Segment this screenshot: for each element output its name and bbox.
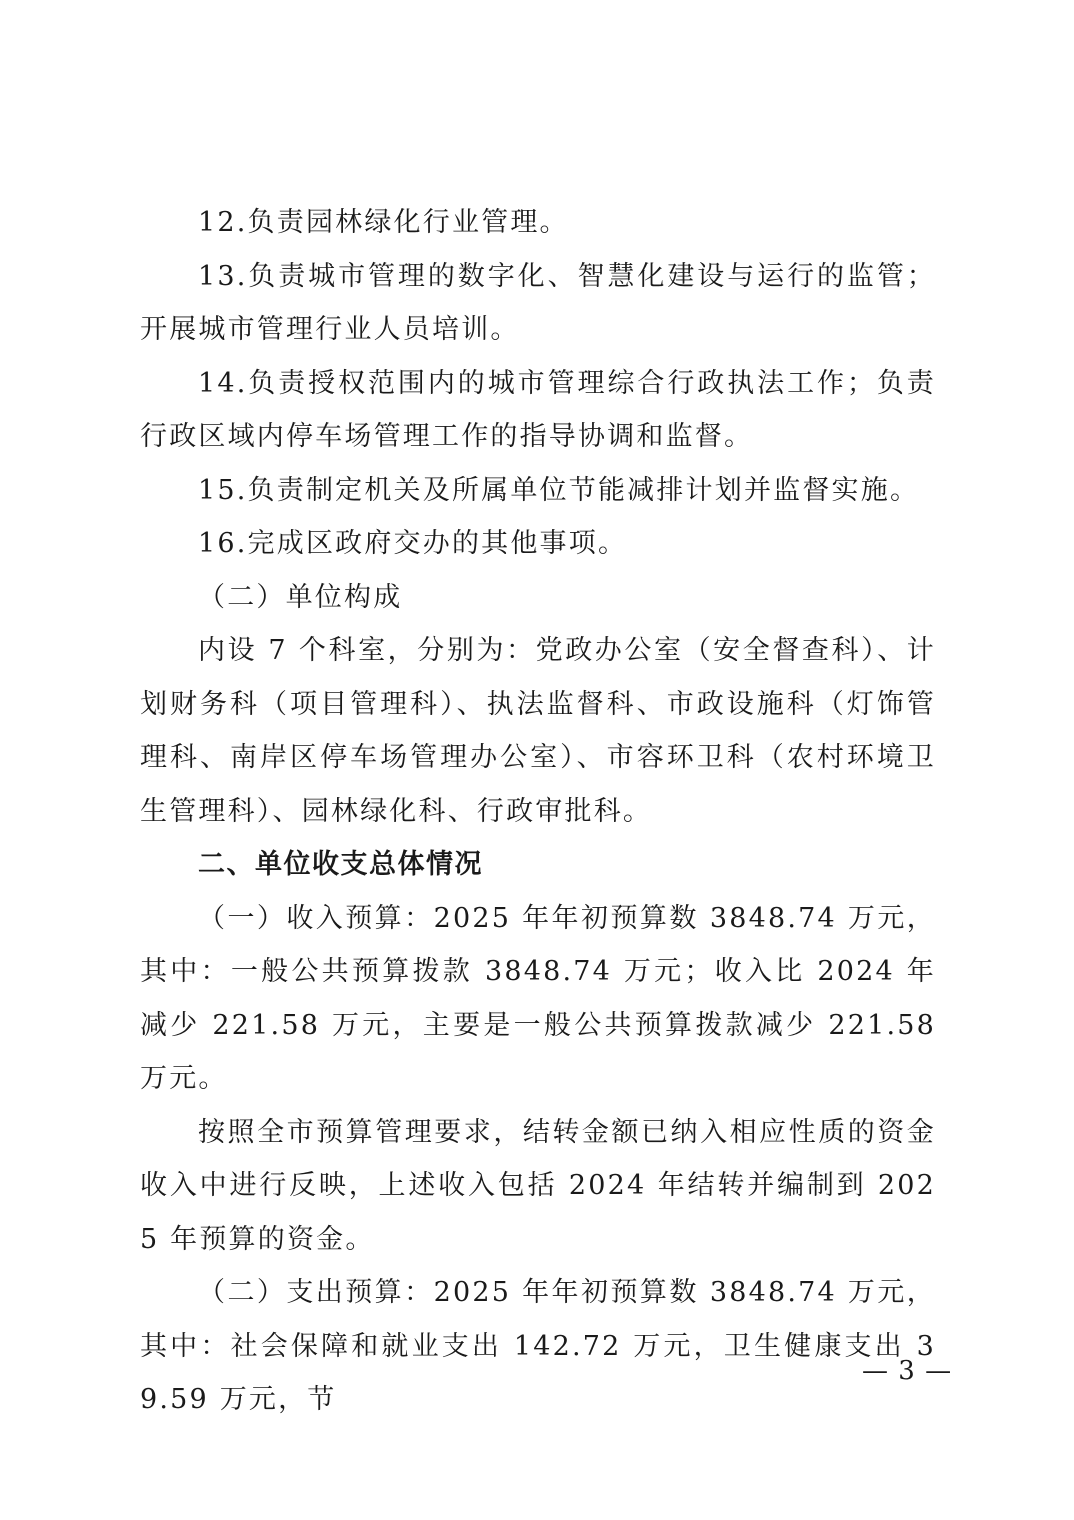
page-number: — 3 — [862,1356,953,1386]
paragraph-item-12: 12.负责园林绿化行业管理。 [198,207,569,238]
paragraph-item-14: 14.负责授权范围内的城市管理综合行政执法工作；负责行政区域内停车场管理工作的指导协调和监督。 [140,367,936,452]
paragraph-expenditure-budget: （二）支出预算：2025 年年初预算数 3848.74 万元，其中：社会保障和就业支出 142.72 万元，卫生健康支出 39.59 万元，节 [140,1277,936,1415]
paragraph-item-16: 16.完成区政府交办的其他事项。 [198,528,628,559]
document-body [140,196,936,1427]
paragraph-item-13: 13.负责城市管理的数字化、智慧化建设与运行的监管；开展城市管理行业人员培训。 [140,260,936,345]
paragraph-income-budget: （一）收入预算：2025 年年初预算数 3848.74 万元，其中：一般公共预算拨款 3848.74 万元；收入比 2024 年减少 221.58 万元，主要是一般公共预算拨款减少 221.58 万元。 [140,902,936,1094]
paragraph-carryover: 按照全市预算管理要求，结转金额已纳入相应性质的资金收入中进行反映，上述收入包括 2024 年结转并编制到 2025 年预算的资金。 [140,1116,936,1255]
subheading-unit-composition: （二）单位构成 [198,581,403,613]
paragraph-item-15: 15.负责制定机关及所属单位节能减排计划并监督实施。 [198,474,920,506]
section-heading-income-expenditure: 二、单位收支总体情况 [198,849,483,880]
paragraph-departments: 内设 7 个科室，分别为：党政办公室（安全督查科）、计划财务科（项目管理科）、执法监督科、市政设施科（灯饰管理科、南岸区停车场管理办公室）、市容环卫科（农村环境卫生管理科）、园林绿化科、行政审批科。 [140,635,936,827]
